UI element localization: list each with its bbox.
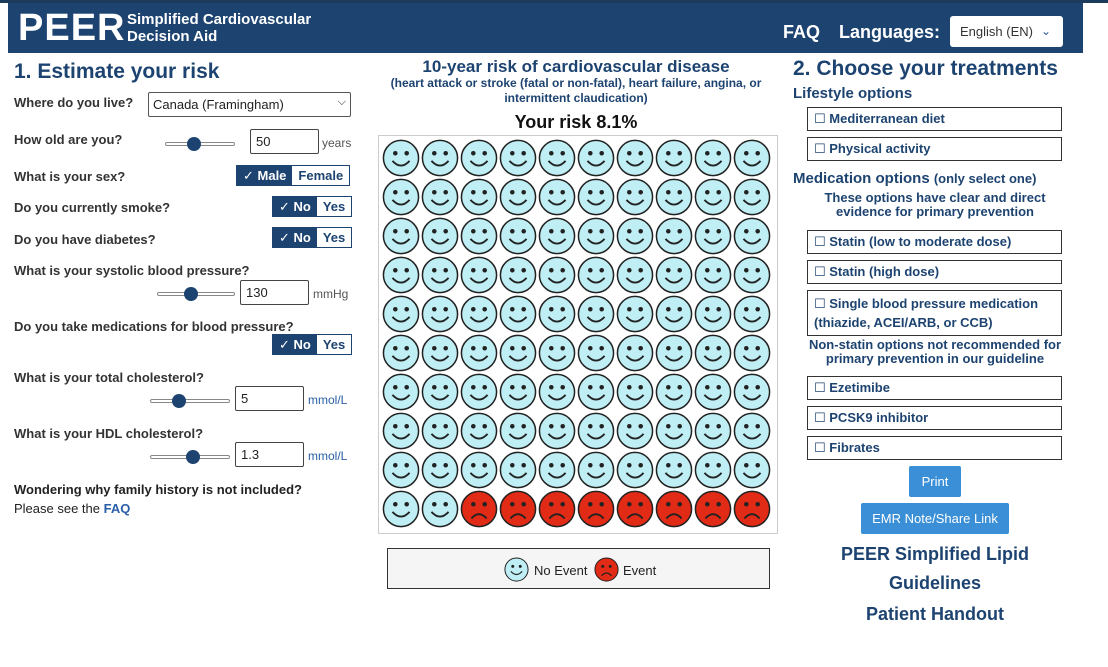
language-selected-value: English (EN): [960, 24, 1033, 39]
sex-toggle: [236, 165, 350, 186]
option-statin-high[interactable]: ☐ Statin (high dose): [807, 260, 1062, 284]
no-event-smiley-icon: [460, 139, 498, 177]
no-event-smiley-icon: [538, 373, 576, 411]
no-event-smiley-icon: [421, 412, 459, 450]
family-faq-link[interactable]: FAQ: [103, 501, 131, 516]
event-frown-icon: [733, 490, 771, 528]
hdl-input[interactable]: 1.3: [235, 442, 304, 467]
no-event-smiley-icon: [499, 295, 537, 333]
option-pcsk9-inhibitor[interactable]: ☐ PCSK9 inhibitor: [807, 406, 1062, 430]
no-event-smiley-icon: [616, 256, 654, 294]
no-event-smiley-icon: [694, 295, 732, 333]
no-event-smiley-icon: [655, 217, 693, 255]
no-event-smiley-icon: [655, 373, 693, 411]
event-frown-icon: [577, 490, 615, 528]
option-mediterranean-diet[interactable]: ☐ Mediterranean diet: [807, 107, 1062, 131]
event-frown-icon: [594, 557, 619, 582]
risk-chart-title: 10-year risk of cardiovascular disease: [422, 57, 730, 76]
diabetes-label: Do you have diabetes?: [14, 232, 156, 247]
bp-meds-label: Do you take medications for blood pressure?: [14, 319, 294, 334]
no-event-smiley-icon: [694, 139, 732, 177]
smoke-label: Do you currently smoke?: [14, 200, 171, 215]
lifestyle-heading: Lifestyle options: [793, 85, 913, 102]
family-history-note: [14, 501, 130, 516]
no-event-smiley-icon: [499, 139, 537, 177]
option-fibrates[interactable]: ☐ Fibrates: [807, 436, 1062, 460]
family-history-question: Wondering why family history is not included?: [14, 482, 302, 497]
sbp-label: What is your systolic blood pressure?: [14, 263, 250, 278]
no-event-smiley-icon: [694, 178, 732, 216]
location-select[interactable]: [148, 92, 351, 117]
option-statin-low-moderate[interactable]: ☐ Statin (low to moderate dose): [807, 230, 1062, 254]
no-event-smiley-icon: [733, 217, 771, 255]
no-event-smiley-icon: [499, 178, 537, 216]
app-header: [8, 3, 1083, 53]
no-event-smiley-icon: [504, 557, 529, 582]
no-event-smiley-icon: [499, 451, 537, 489]
no-event-smiley-icon: [733, 139, 771, 177]
no-event-smiley-icon: [733, 334, 771, 372]
no-event-smiley-icon: [460, 217, 498, 255]
app-subtitle-line1: Simplified Cardiovascular: [127, 11, 312, 28]
no-event-smiley-icon: [733, 178, 771, 216]
legend-event-label: Event: [623, 563, 657, 578]
no-event-smiley-icon: [616, 217, 654, 255]
option-physical-activity[interactable]: ☐ Physical activity: [807, 137, 1062, 161]
no-event-smiley-icon: [421, 373, 459, 411]
no-event-smiley-icon: [655, 256, 693, 294]
no-event-smiley-icon: [460, 178, 498, 216]
no-event-smiley-icon: [382, 490, 420, 528]
age-slider[interactable]: [165, 137, 235, 151]
no-event-smiley-icon: [655, 139, 693, 177]
no-event-smiley-icon: [382, 334, 420, 372]
hdl-unit: mmol/L: [308, 449, 348, 463]
risk-face-grid: [378, 135, 778, 534]
total-chol-input[interactable]: 5: [235, 386, 304, 411]
medication-heading-note: (only select one): [933, 171, 1037, 186]
event-frown-icon: [616, 490, 654, 528]
languages-label: Languages:: [839, 22, 941, 42]
no-event-smiley-icon: [655, 178, 693, 216]
location-label: Where do you live?: [14, 95, 134, 110]
no-event-smiley-icon: [655, 334, 693, 372]
choose-treatments-title: 2. Choose your treatments: [793, 57, 1058, 80]
no-event-smiley-icon: [538, 256, 576, 294]
no-event-smiley-icon: [694, 256, 732, 294]
slider-track: [150, 399, 230, 403]
no-event-smiley-icon: [421, 178, 459, 216]
evidence-note: These options have clear and direct evidence for primary prevention: [824, 190, 1046, 219]
sbp-slider[interactable]: [157, 287, 235, 301]
no-event-smiley-icon: [382, 451, 420, 489]
no-event-smiley-icon: [382, 139, 420, 177]
print-button[interactable]: Print: [909, 466, 961, 497]
no-event-smiley-icon: [499, 412, 537, 450]
option-single-bp-medication[interactable]: ☐ Single blood pressure medication (thiazide, ACEI/ARB, or CCB): [807, 290, 1062, 336]
no-event-smiley-icon: [460, 334, 498, 372]
hdl-slider[interactable]: [150, 450, 230, 464]
no-event-smiley-icon: [538, 139, 576, 177]
bp-meds-toggle: [272, 334, 352, 355]
no-event-smiley-icon: [616, 295, 654, 333]
bp-meds-yes-option[interactable]: Yes: [317, 335, 351, 354]
smoke-yes-option[interactable]: Yes: [317, 197, 351, 216]
risk-chart-subtitle: (heart attack or stroke (fatal or non-fatal), heart failure, angina, or intermittent claudication): [390, 76, 762, 105]
chevron-down-icon: ⌄: [1040, 24, 1051, 38]
no-event-smiley-icon: [460, 412, 498, 450]
no-event-smiley-icon: [616, 334, 654, 372]
sex-female-option[interactable]: Female: [292, 166, 349, 185]
location-selected-value: Canada (Framingham): [153, 97, 284, 112]
sex-male-option[interactable]: ✓ Male: [237, 166, 292, 185]
medication-heading-text: Medication options: [793, 170, 930, 187]
emr-note-share-button[interactable]: EMR Note/Share Link: [861, 503, 1009, 534]
no-event-smiley-icon: [421, 256, 459, 294]
no-event-smiley-icon: [460, 295, 498, 333]
peer-logo: PEER: [18, 7, 126, 49]
no-event-smiley-icon: [694, 451, 732, 489]
no-event-smiley-icon: [460, 256, 498, 294]
total-chol-unit: mmol/L: [308, 393, 348, 407]
event-frown-icon: [538, 490, 576, 528]
no-event-smiley-icon: [577, 412, 615, 450]
sbp-input[interactable]: 130: [240, 280, 309, 305]
diabetes-no-option[interactable]: ✓ No: [273, 228, 317, 247]
chevron-down-icon: ⌵: [337, 96, 346, 108]
no-event-smiley-icon: [499, 373, 537, 411]
no-event-smiley-icon: [577, 451, 615, 489]
no-event-smiley-icon: [382, 295, 420, 333]
no-event-smiley-icon: [694, 373, 732, 411]
no-event-smiley-icon: [616, 412, 654, 450]
no-event-smiley-icon: [733, 295, 771, 333]
smoke-toggle: [272, 196, 352, 217]
diabetes-yes-option[interactable]: Yes: [317, 228, 351, 247]
no-event-smiley-icon: [577, 334, 615, 372]
sex-label: What is your sex?: [14, 169, 126, 184]
patient-handout-link[interactable]: Patient Handout: [866, 604, 1004, 624]
no-event-smiley-icon: [655, 412, 693, 450]
no-event-smiley-icon: [421, 217, 459, 255]
no-event-smiley-icon: [694, 217, 732, 255]
no-event-smiley-icon: [421, 334, 459, 372]
hdl-label: What is your HDL cholesterol?: [14, 426, 204, 441]
sbp-unit: mmHg: [313, 287, 349, 301]
no-event-smiley-icon: [616, 451, 654, 489]
slider-thumb[interactable]: [184, 287, 198, 301]
no-event-smiley-icon: [733, 373, 771, 411]
no-event-smiley-icon: [694, 412, 732, 450]
no-event-smiley-icon: [538, 295, 576, 333]
no-event-smiley-icon: [499, 217, 537, 255]
no-event-smiley-icon: [421, 490, 459, 528]
event-frown-icon: [499, 490, 537, 528]
no-event-smiley-icon: [421, 139, 459, 177]
no-event-smiley-icon: [538, 334, 576, 372]
no-event-smiley-icon: [538, 178, 576, 216]
faq-link[interactable]: FAQ: [783, 22, 821, 42]
lipid-guidelines-link[interactable]: PEER Simplified Lipid Guidelines: [840, 544, 1029, 593]
no-event-smiley-icon: [694, 334, 732, 372]
no-event-smiley-icon: [577, 256, 615, 294]
app-subtitle: [127, 11, 327, 45]
event-frown-icon: [460, 490, 498, 528]
no-event-smiley-icon: [382, 178, 420, 216]
no-event-smiley-icon: [421, 295, 459, 333]
no-event-smiley-icon: [499, 256, 537, 294]
no-event-smiley-icon: [382, 217, 420, 255]
non-statin-note: Non-statin options not recommended for primary prevention in our guideline: [808, 337, 1062, 366]
no-event-smiley-icon: [616, 178, 654, 216]
family-note-text: Please see the: [14, 501, 104, 516]
no-event-smiley-icon: [538, 217, 576, 255]
slider-thumb[interactable]: [186, 450, 200, 464]
no-event-smiley-icon: [577, 373, 615, 411]
legend-no-event-label: No Event: [534, 563, 588, 578]
app-subtitle-line2: Decision Aid: [127, 28, 218, 45]
no-event-smiley-icon: [733, 451, 771, 489]
event-frown-icon: [694, 490, 732, 528]
no-event-smiley-icon: [538, 412, 576, 450]
language-select[interactable]: [950, 16, 1063, 47]
no-event-smiley-icon: [655, 295, 693, 333]
slider-thumb[interactable]: [187, 137, 201, 151]
no-event-smiley-icon: [577, 217, 615, 255]
risk-legend: [387, 548, 770, 589]
no-event-smiley-icon: [499, 334, 537, 372]
no-event-smiley-icon: [616, 373, 654, 411]
no-event-smiley-icon: [616, 139, 654, 177]
smoke-no-option[interactable]: ✓ No: [273, 197, 317, 216]
no-event-smiley-icon: [421, 451, 459, 489]
bp-meds-no-option[interactable]: ✓ No: [273, 335, 317, 354]
no-event-smiley-icon: [538, 451, 576, 489]
no-event-smiley-icon: [382, 412, 420, 450]
age-unit: years: [322, 136, 352, 150]
medication-heading: [793, 170, 1036, 187]
option-ezetimibe[interactable]: ☐ Ezetimibe: [807, 376, 1062, 400]
estimate-risk-title: 1. Estimate your risk: [14, 60, 220, 83]
total-chol-label: What is your total cholesterol?: [14, 370, 204, 385]
no-event-smiley-icon: [733, 412, 771, 450]
risk-value-text: Your risk 8.1%: [514, 112, 638, 132]
age-input[interactable]: 50: [250, 129, 319, 154]
event-frown-icon: [655, 490, 693, 528]
slider-thumb[interactable]: [172, 394, 186, 408]
no-event-smiley-icon: [460, 451, 498, 489]
no-event-smiley-icon: [577, 295, 615, 333]
no-event-smiley-icon: [577, 139, 615, 177]
no-event-smiley-icon: [577, 178, 615, 216]
no-event-smiley-icon: [382, 373, 420, 411]
diabetes-toggle: [272, 227, 352, 248]
no-event-smiley-icon: [655, 451, 693, 489]
no-event-smiley-icon: [460, 373, 498, 411]
total-chol-slider[interactable]: [150, 394, 230, 408]
no-event-smiley-icon: [733, 256, 771, 294]
age-label: How old are you?: [14, 132, 123, 147]
no-event-smiley-icon: [382, 256, 420, 294]
